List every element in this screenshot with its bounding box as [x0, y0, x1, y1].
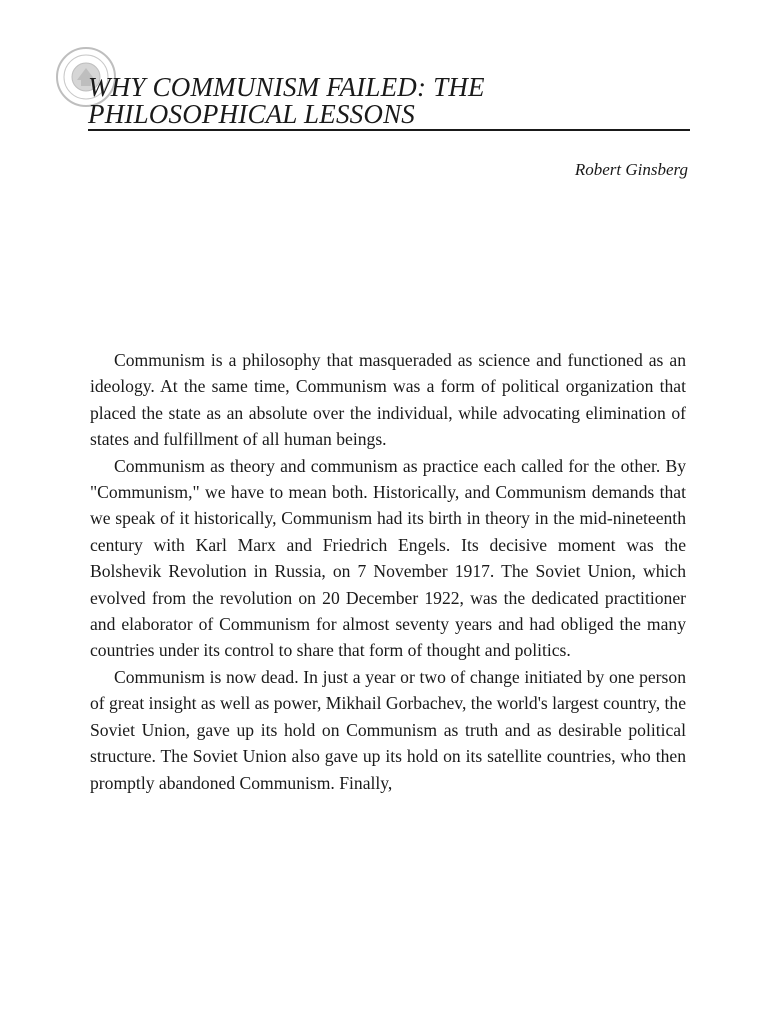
author-name: Robert Ginsberg [574, 160, 688, 179]
paragraph-2: Communism as theory and communism as practice each called for the other. By "Communism," we have to mean both. Historically, and Communism demands that we speak of it historically, Communism had its birth in theory in the mid-nineteenth century with Karl Marx and Friedrich Engels. Its decisive moment was the Bolshevik Revolution in Russia, on 7 November 1917. The Soviet Union, which evolved from the revolution on 20 December 1922, was the dedicated practitioner and elaborator of Communism for almost seventy years and had obliged the many countries under its control to share that form of thought and politics. [90, 455, 686, 661]
title-line-1: WHY COMMUNISM FAILED: THE [88, 72, 485, 102]
document-title [88, 74, 690, 131]
title-line-2: PHILOSOPHICAL LESSONS [88, 99, 415, 129]
paragraph-3: Communism is now dead. In just a year or two of change initiated by one person of great insight as well as power, Mikhail Gorbachev, the world's largest country, the Soviet Union, gave up its hold on Communism as truth and as desirable political structure. The Soviet Union also gave up its hold on its satellite countries, who then promptly abandoned Communism. Finally, [90, 666, 686, 793]
paragraph-1: Communism is a philosophy that masqueraded as science and functioned as an ideology. At the same time, Communism was a form of political organization that placed the state as an absolute over the individual, while advocating elimination of states and fulfillment of all human beings. [90, 350, 686, 450]
body-text [90, 347, 686, 796]
